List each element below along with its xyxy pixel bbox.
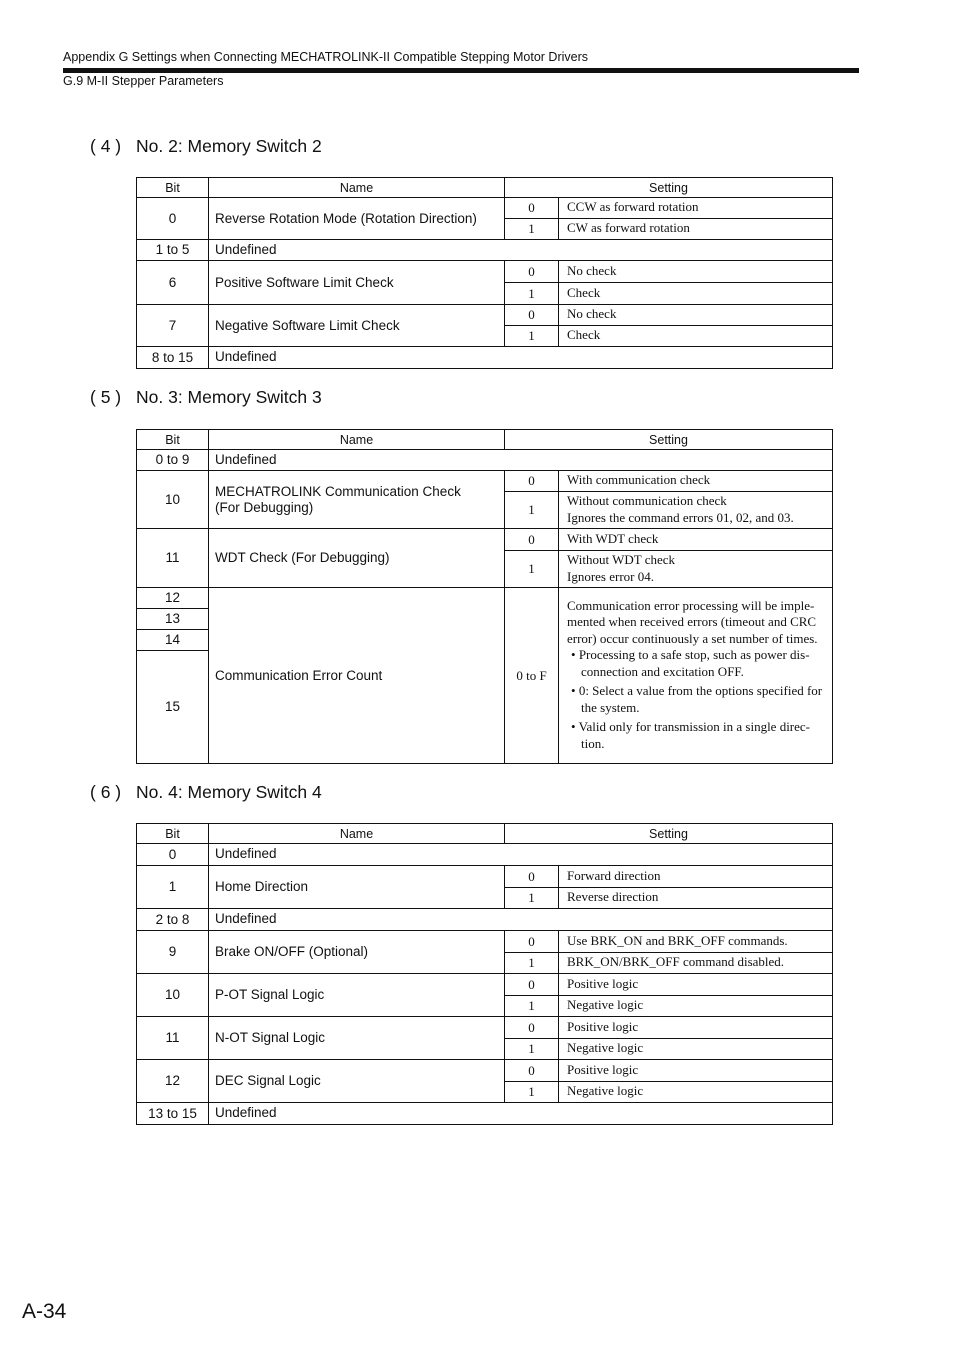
value-cell: 0 xyxy=(505,931,559,953)
table-row xyxy=(137,529,833,551)
setting-cell xyxy=(559,551,833,588)
bit-cell: 12 xyxy=(137,588,209,609)
section-heading-memory-switch-3 xyxy=(90,387,322,408)
setting-cell xyxy=(559,492,833,529)
value-cell: 0 xyxy=(505,471,559,492)
setting-cell: CW as forward rotation xyxy=(559,219,833,240)
setting-description: Communication error processing will be imple-mented when received errors (timeout and CRC error) occur continuously a set number of times. xyxy=(567,597,818,646)
value-cell: 1 xyxy=(505,1082,559,1103)
setting-cell: Check xyxy=(559,283,833,305)
name-cell: Undefined xyxy=(209,450,833,471)
table-row xyxy=(137,261,833,283)
value-cell: 0 xyxy=(505,261,559,283)
value-cell: 0 xyxy=(505,198,559,219)
page-number: A-34 xyxy=(22,1300,67,1323)
table-row xyxy=(137,588,833,609)
value-cell: 1 xyxy=(505,492,559,529)
value-cell: 1 xyxy=(505,219,559,240)
table-row xyxy=(137,450,833,471)
name-cell: N-OT Signal Logic xyxy=(209,1017,505,1060)
section-heading-memory-switch-4 xyxy=(90,782,322,803)
setting-bullet: • Valid only for transmission in a single direc-tion. xyxy=(571,719,811,751)
bit-cell: 11 xyxy=(137,1017,209,1060)
running-header-section: G.9 M-II Stepper Parameters xyxy=(63,74,224,88)
value-cell: 0 xyxy=(505,529,559,551)
name-cell: Negative Software Limit Check xyxy=(209,305,505,347)
header-rule xyxy=(63,68,859,73)
memory-switch-2-table xyxy=(136,177,833,369)
table-row xyxy=(137,931,833,953)
table-row xyxy=(137,305,833,326)
table-row xyxy=(137,974,833,996)
value-cell: 0 xyxy=(505,1017,559,1039)
setting-bullet: • Processing to a safe stop, such as power dis-connection and excitation OFF. xyxy=(571,647,810,679)
table-header-row xyxy=(137,178,833,198)
name-cell: Undefined xyxy=(209,844,833,866)
value-cell: 0 xyxy=(505,305,559,326)
setting-cell: With communication check xyxy=(559,471,833,492)
bit-cell: 12 xyxy=(137,1060,209,1103)
table-row xyxy=(137,866,833,888)
section-number: ( 4 ) xyxy=(90,136,122,156)
bit-cell: 10 xyxy=(137,471,209,529)
column-header-bit: Bit xyxy=(137,178,209,198)
setting-bullet: • 0: Select a value from the options specified for the system. xyxy=(571,683,823,715)
setting-cell: Forward direction xyxy=(559,866,833,888)
setting-cell: Negative logic xyxy=(559,1039,833,1060)
setting-cell xyxy=(559,588,833,764)
table-header-row xyxy=(137,430,833,450)
name-cell: Undefined xyxy=(209,909,833,931)
setting-cell: No check xyxy=(559,261,833,283)
column-header-name: Name xyxy=(209,430,505,450)
table-row xyxy=(137,1017,833,1039)
setting-cell: BRK_ON/BRK_OFF command disabled. xyxy=(559,953,833,974)
section-heading-memory-switch-2 xyxy=(90,136,322,157)
column-header-setting: Setting xyxy=(505,824,833,844)
table-row xyxy=(137,240,833,261)
setting-cell: Reverse direction xyxy=(559,888,833,909)
section-title: No. 2: Memory Switch 2 xyxy=(136,136,322,156)
bit-cell: 14 xyxy=(137,630,209,651)
name-line: (For Debugging) xyxy=(215,499,314,515)
name-cell: Brake ON/OFF (Optional) xyxy=(209,931,505,974)
running-header-chapter: Appendix G Settings when Connecting MECHATROLINK-II Compatible Stepping Motor Drivers xyxy=(63,50,588,64)
setting-line: Without communication check xyxy=(567,493,727,508)
table-row xyxy=(137,198,833,219)
setting-cell: With WDT check xyxy=(559,529,833,551)
setting-cell: Use BRK_ON and BRK_OFF commands. xyxy=(559,931,833,953)
value-cell: 1 xyxy=(505,551,559,588)
name-cell: P-OT Signal Logic xyxy=(209,974,505,1017)
setting-cell: Positive logic xyxy=(559,974,833,996)
column-header-name: Name xyxy=(209,178,505,198)
name-cell: WDT Check (For Debugging) xyxy=(209,529,505,588)
name-cell: Reverse Rotation Mode (Rotation Direction) xyxy=(209,198,505,240)
name-cell xyxy=(209,471,505,529)
name-cell: Communication Error Count xyxy=(209,588,505,764)
name-line: MECHATROLINK Communication Check xyxy=(215,483,461,499)
setting-cell: Positive logic xyxy=(559,1017,833,1039)
setting-cell: Negative logic xyxy=(559,1082,833,1103)
bit-cell: 15 xyxy=(137,651,209,764)
table-row xyxy=(137,1103,833,1125)
name-cell: Undefined xyxy=(209,240,833,261)
setting-line: Without WDT check xyxy=(567,552,676,567)
bit-cell: 9 xyxy=(137,931,209,974)
setting-cell: No check xyxy=(559,305,833,326)
value-cell: 1 xyxy=(505,953,559,974)
value-cell: 0 to F xyxy=(505,588,559,764)
section-number: ( 6 ) xyxy=(90,782,122,802)
name-cell: DEC Signal Logic xyxy=(209,1060,505,1103)
column-header-setting: Setting xyxy=(505,430,833,450)
setting-cell: Positive logic xyxy=(559,1060,833,1082)
column-header-setting: Setting xyxy=(505,178,833,198)
column-header-bit: Bit xyxy=(137,824,209,844)
bit-cell: 7 xyxy=(137,305,209,347)
table-row xyxy=(137,1060,833,1082)
memory-switch-3-table xyxy=(136,429,833,764)
bit-cell: 6 xyxy=(137,261,209,305)
bit-cell: 0 to 9 xyxy=(137,450,209,471)
bit-cell: 1 xyxy=(137,866,209,909)
value-cell: 0 xyxy=(505,974,559,996)
bit-cell: 13 to 15 xyxy=(137,1103,209,1125)
memory-switch-4-table xyxy=(136,823,833,1125)
section-number: ( 5 ) xyxy=(90,387,122,407)
bit-cell: 0 xyxy=(137,844,209,866)
name-cell: Undefined xyxy=(209,1103,833,1125)
section-title: No. 3: Memory Switch 3 xyxy=(136,387,322,407)
value-cell: 1 xyxy=(505,326,559,347)
setting-cell: Negative logic xyxy=(559,996,833,1017)
value-cell: 0 xyxy=(505,1060,559,1082)
value-cell: 0 xyxy=(505,866,559,888)
value-cell: 1 xyxy=(505,888,559,909)
section-title: No. 4: Memory Switch 4 xyxy=(136,782,322,802)
name-cell: Home Direction xyxy=(209,866,505,909)
setting-line: Ignores the command errors 01, 02, and 03. xyxy=(567,509,794,525)
bit-cell: 10 xyxy=(137,974,209,1017)
table-row xyxy=(137,347,833,369)
column-header-name: Name xyxy=(209,824,505,844)
table-header-row xyxy=(137,824,833,844)
setting-cell: CCW as forward rotation xyxy=(559,198,833,219)
bit-cell: 11 xyxy=(137,529,209,588)
bit-cell: 0 xyxy=(137,198,209,240)
bit-cell: 13 xyxy=(137,609,209,630)
name-cell: Undefined xyxy=(209,347,833,369)
bit-cell: 2 to 8 xyxy=(137,909,209,931)
setting-line: Ignores error 04. xyxy=(567,568,654,584)
bit-cell: 1 to 5 xyxy=(137,240,209,261)
table-row xyxy=(137,909,833,931)
value-cell: 1 xyxy=(505,996,559,1017)
value-cell: 1 xyxy=(505,283,559,305)
bit-cell: 8 to 15 xyxy=(137,347,209,369)
column-header-bit: Bit xyxy=(137,430,209,450)
table-row xyxy=(137,471,833,492)
table-row xyxy=(137,844,833,866)
name-cell: Positive Software Limit Check xyxy=(209,261,505,305)
setting-cell: Check xyxy=(559,326,833,347)
value-cell: 1 xyxy=(505,1039,559,1060)
